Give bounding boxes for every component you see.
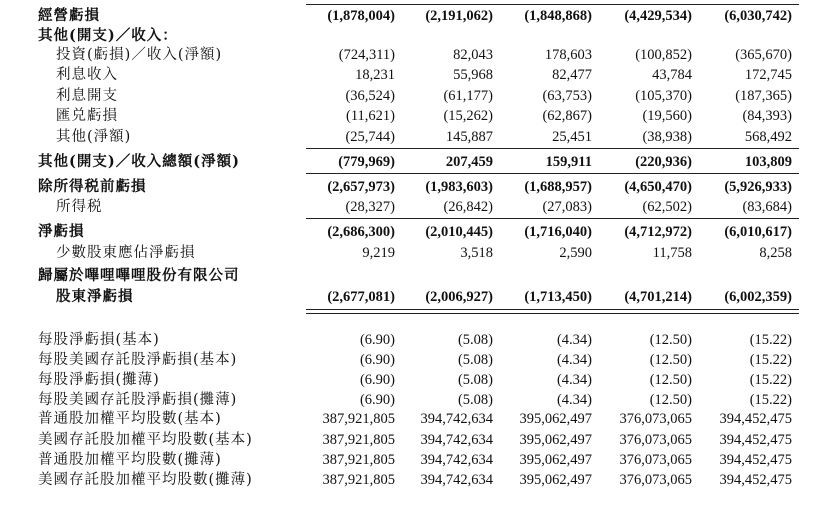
value-cell: 18,231 <box>355 67 395 83</box>
value-cell: (61,177) <box>443 88 493 104</box>
rule-top <box>306 4 799 5</box>
value-cell: 82,477 <box>552 67 592 83</box>
value-cell: (5.08) <box>457 372 493 388</box>
value-cell: 394,452,475 <box>719 452 792 468</box>
table-row <box>0 390 828 410</box>
table-row <box>0 450 828 470</box>
value-cell: (100,852) <box>635 47 692 63</box>
value-cell: 178,603 <box>544 47 592 63</box>
value-cell: (365,670) <box>735 47 792 63</box>
row-label: 少數股東應佔淨虧損 <box>56 245 196 261</box>
value-cell: (62,502) <box>642 199 692 215</box>
value-cell: (12.50) <box>649 352 692 368</box>
rule-under-net-loss-attributable <box>306 309 799 314</box>
table-row <box>0 177 828 197</box>
table-row <box>0 65 828 85</box>
value-cell: 395,062,497 <box>519 411 592 427</box>
value-cell: 394,452,475 <box>719 411 792 427</box>
value-cell: (6,010,617) <box>724 224 792 240</box>
value-cell: (62,867) <box>542 108 592 124</box>
row-label: 匯兑虧損 <box>56 108 118 124</box>
value-cell: (15.22) <box>749 352 792 368</box>
value-cell: (1,716,040) <box>524 224 592 240</box>
value-cell: 25,451 <box>552 129 592 145</box>
value-cell: (220,936) <box>635 154 692 170</box>
row-label: 其他(淨額) <box>56 129 132 145</box>
value-cell: (105,370) <box>635 88 692 104</box>
row-label: 每股美國存託股淨虧損(攤薄) <box>38 392 238 408</box>
table-row <box>0 106 828 126</box>
row-label: 股東淨虧損 <box>56 288 134 305</box>
value-cell: 394,452,475 <box>719 432 792 448</box>
row-label: 普通股加權平均股數(基本) <box>38 411 222 427</box>
value-cell: (6.90) <box>359 352 395 368</box>
value-cell: 394,742,634 <box>420 432 493 448</box>
value-cell: (4.34) <box>556 352 592 368</box>
value-cell: 394,742,634 <box>420 472 493 488</box>
table-row <box>0 127 828 147</box>
value-cell: (6,030,742) <box>724 8 792 24</box>
value-cell: (1,878,004) <box>327 8 395 24</box>
value-cell: (5,926,933) <box>724 179 792 195</box>
table-row <box>0 243 828 263</box>
rule-under-other-total <box>306 173 799 174</box>
value-cell: (36,524) <box>345 88 395 104</box>
value-cell: (11,621) <box>346 108 395 124</box>
value-cell: 568,492 <box>744 129 792 145</box>
value-cell: (84,393) <box>742 108 792 124</box>
table-row <box>0 350 828 370</box>
value-cell: 3,518 <box>460 245 493 261</box>
table-row <box>0 86 828 106</box>
table-row <box>0 266 828 286</box>
value-cell: 9,219 <box>362 245 395 261</box>
table-row <box>0 26 828 46</box>
table-row <box>0 222 828 242</box>
value-cell: 159,911 <box>545 154 592 170</box>
value-cell: (187,365) <box>735 88 792 104</box>
value-cell: (12.50) <box>649 372 692 388</box>
value-cell: (5.08) <box>457 392 493 408</box>
value-cell: 387,921,805 <box>322 472 395 488</box>
table-row <box>0 6 828 26</box>
row-label: 每股美國存託股淨虧損(基本) <box>38 352 238 368</box>
value-cell: 387,921,805 <box>322 411 395 427</box>
value-cell: (5.08) <box>457 352 493 368</box>
row-label: 歸屬於嗶哩嗶哩股份有限公司 <box>38 267 240 284</box>
value-cell: (6,002,359) <box>724 289 792 305</box>
value-cell: (27,083) <box>542 199 592 215</box>
value-cell: (28,327) <box>345 199 395 215</box>
row-label: 其他(開支)／收入總額(淨額) <box>38 153 240 170</box>
row-label: 所得税 <box>56 199 103 215</box>
value-cell: (12.50) <box>649 332 692 348</box>
value-cell: 172,745 <box>744 67 792 83</box>
value-cell: (15.22) <box>749 372 792 388</box>
row-label: 淨虧損 <box>38 223 85 240</box>
value-cell: 376,073,065 <box>619 432 692 448</box>
value-cell: (19,560) <box>642 108 692 124</box>
value-cell: (26,842) <box>443 199 493 215</box>
value-cell: 394,452,475 <box>719 472 792 488</box>
value-cell: 8,258 <box>759 245 792 261</box>
value-cell: (15.22) <box>749 392 792 408</box>
value-cell: (724,311) <box>338 47 395 63</box>
value-cell: 145,887 <box>445 129 493 145</box>
value-cell: (25,744) <box>345 129 395 145</box>
row-label: 美國存託股加權平均股數(基本) <box>38 432 253 448</box>
value-cell: (4.34) <box>556 332 592 348</box>
value-cell: (83,684) <box>742 199 792 215</box>
value-cell: (4.34) <box>556 372 592 388</box>
value-cell: 103,809 <box>744 154 792 170</box>
rule-under-other-items <box>306 148 799 149</box>
value-cell: (6.90) <box>359 372 395 388</box>
value-cell: 82,043 <box>453 47 493 63</box>
row-label: 每股淨虧損(攤薄) <box>38 372 160 388</box>
table-row <box>0 430 828 450</box>
row-label: 除所得税前虧損 <box>38 178 147 195</box>
table-row <box>0 197 828 217</box>
value-cell: 55,968 <box>453 67 493 83</box>
value-cell: (6.90) <box>359 332 395 348</box>
value-cell: (2,677,081) <box>327 289 395 305</box>
value-cell: 394,742,634 <box>420 452 493 468</box>
value-cell: (1,713,450) <box>524 289 592 305</box>
value-cell: (15,262) <box>443 108 493 124</box>
value-cell: (2,191,062) <box>425 8 493 24</box>
table-row <box>0 152 828 172</box>
value-cell: (4.34) <box>556 392 592 408</box>
value-cell: (12.50) <box>649 392 692 408</box>
table-row <box>0 409 828 429</box>
section-heading: 其他(開支)／收入： <box>38 27 178 44</box>
value-cell: 207,459 <box>445 154 493 170</box>
value-cell: 2,590 <box>559 245 592 261</box>
value-cell: (4,650,470) <box>624 179 692 195</box>
value-cell: (2,686,300) <box>327 224 395 240</box>
value-cell: (5.08) <box>457 332 493 348</box>
table-row <box>0 287 828 307</box>
value-cell: 376,073,065 <box>619 411 692 427</box>
value-cell: (2,010,445) <box>425 224 493 240</box>
value-cell: (4,429,534) <box>624 8 692 24</box>
value-cell: 11,758 <box>652 245 692 261</box>
row-label: 利息收入 <box>56 67 118 83</box>
value-cell: (1,688,957) <box>524 179 592 195</box>
row-label: 利息開支 <box>56 88 118 104</box>
row-label: 美國存託股加權平均股數(攤薄) <box>38 472 253 488</box>
value-cell: (1,983,603) <box>425 179 493 195</box>
rule-under-income-tax <box>306 218 799 219</box>
value-cell: 395,062,497 <box>519 452 592 468</box>
value-cell: 387,921,805 <box>322 452 395 468</box>
value-cell: (4,712,972) <box>624 224 692 240</box>
table-row <box>0 370 828 390</box>
value-cell: 395,062,497 <box>519 432 592 448</box>
value-cell: (63,753) <box>542 88 592 104</box>
value-cell: (6.90) <box>359 392 395 408</box>
row-label: 經營虧損 <box>38 7 100 24</box>
value-cell: (1,848,868) <box>524 8 592 24</box>
value-cell: 376,073,065 <box>619 472 692 488</box>
value-cell: 376,073,065 <box>619 452 692 468</box>
table-row <box>0 470 828 490</box>
row-label: 每股淨虧損(基本) <box>38 332 160 348</box>
value-cell: 395,062,497 <box>519 472 592 488</box>
value-cell: (4,701,214) <box>624 289 692 305</box>
value-cell: (2,006,927) <box>425 289 493 305</box>
row-label: 投資(虧損)／收入(淨額) <box>56 47 223 63</box>
row-label: 普通股加權平均股數(攤薄) <box>38 452 222 468</box>
table-row <box>0 330 828 350</box>
value-cell: 43,784 <box>652 67 692 83</box>
value-cell: (15.22) <box>749 332 792 348</box>
value-cell: (779,969) <box>338 154 395 170</box>
value-cell: 394,742,634 <box>420 411 493 427</box>
value-cell: 387,921,805 <box>322 432 395 448</box>
value-cell: (38,938) <box>642 129 692 145</box>
value-cell: (2,657,973) <box>327 179 395 195</box>
table-row <box>0 45 828 65</box>
